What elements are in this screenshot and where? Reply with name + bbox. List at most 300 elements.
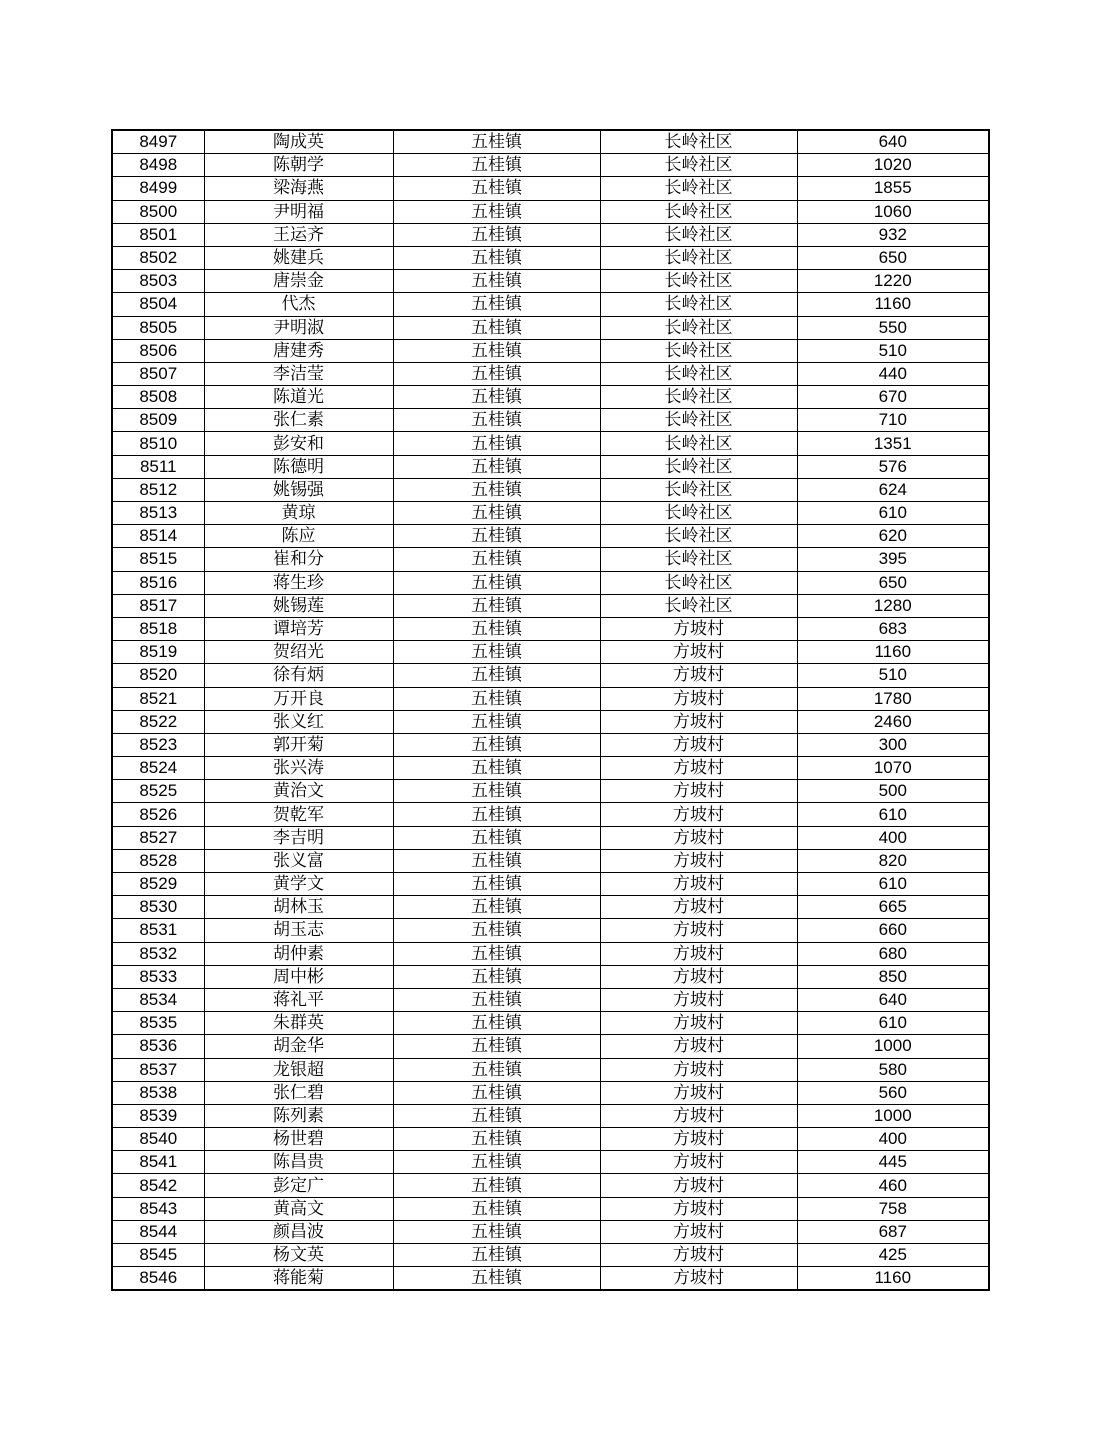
town-cell: 五桂镇	[393, 919, 600, 942]
name-cell: 尹明淑	[204, 316, 393, 339]
row-id-cell: 8540	[112, 1128, 204, 1151]
row-id-cell: 8537	[112, 1058, 204, 1081]
table-row	[112, 849, 989, 872]
town-cell: 五桂镇	[393, 270, 600, 293]
name-cell: 胡金华	[204, 1035, 393, 1058]
town-cell: 五桂镇	[393, 710, 600, 733]
name-cell: 黄学文	[204, 873, 393, 896]
name-cell: 唐建秀	[204, 339, 393, 362]
village-cell: 方坡村	[600, 1128, 797, 1151]
amount-cell: 680	[797, 942, 989, 965]
row-id-cell: 8500	[112, 200, 204, 223]
amount-cell: 610	[797, 1012, 989, 1035]
town-cell: 五桂镇	[393, 1267, 600, 1291]
table-row	[112, 1244, 989, 1267]
row-id-cell: 8515	[112, 548, 204, 571]
row-id-cell: 8502	[112, 246, 204, 269]
name-cell: 张义红	[204, 710, 393, 733]
table-row	[112, 223, 989, 246]
amount-cell: 400	[797, 826, 989, 849]
row-id-cell: 8506	[112, 339, 204, 362]
town-cell: 五桂镇	[393, 200, 600, 223]
town-cell: 五桂镇	[393, 1035, 600, 1058]
village-cell: 长岭社区	[600, 130, 797, 154]
village-cell: 长岭社区	[600, 316, 797, 339]
name-cell: 陈德明	[204, 455, 393, 478]
town-cell: 五桂镇	[393, 757, 600, 780]
town-cell: 五桂镇	[393, 478, 600, 501]
table-row	[112, 965, 989, 988]
town-cell: 五桂镇	[393, 409, 600, 432]
amount-cell: 1220	[797, 270, 989, 293]
village-cell: 方坡村	[600, 1220, 797, 1243]
amount-cell: 1351	[797, 432, 989, 455]
name-cell: 黄治文	[204, 780, 393, 803]
village-cell: 方坡村	[600, 988, 797, 1011]
town-cell: 五桂镇	[393, 1174, 600, 1197]
row-id-cell: 8526	[112, 803, 204, 826]
village-cell: 方坡村	[600, 1151, 797, 1174]
amount-cell: 620	[797, 525, 989, 548]
row-id-cell: 8531	[112, 919, 204, 942]
row-id-cell: 8527	[112, 826, 204, 849]
town-cell: 五桂镇	[393, 942, 600, 965]
row-id-cell: 8534	[112, 988, 204, 1011]
table-row	[112, 1081, 989, 1104]
town-cell: 五桂镇	[393, 849, 600, 872]
name-cell: 蒋礼平	[204, 988, 393, 1011]
name-cell: 龙银超	[204, 1058, 393, 1081]
table-row	[112, 432, 989, 455]
name-cell: 陈列素	[204, 1104, 393, 1127]
name-cell: 陈昌贵	[204, 1151, 393, 1174]
name-cell: 贺绍光	[204, 641, 393, 664]
table-row	[112, 1128, 989, 1151]
row-id-cell: 8499	[112, 177, 204, 200]
town-cell: 五桂镇	[393, 502, 600, 525]
name-cell: 姚锡莲	[204, 594, 393, 617]
town-cell: 五桂镇	[393, 293, 600, 316]
village-cell: 方坡村	[600, 1058, 797, 1081]
row-id-cell: 8528	[112, 849, 204, 872]
amount-cell: 932	[797, 223, 989, 246]
village-cell: 方坡村	[600, 780, 797, 803]
village-cell: 方坡村	[600, 919, 797, 942]
town-cell: 五桂镇	[393, 223, 600, 246]
town-cell: 五桂镇	[393, 525, 600, 548]
name-cell: 周中彬	[204, 965, 393, 988]
row-id-cell: 8521	[112, 687, 204, 710]
amount-cell: 850	[797, 965, 989, 988]
village-cell: 方坡村	[600, 849, 797, 872]
amount-cell: 610	[797, 502, 989, 525]
amount-cell: 670	[797, 386, 989, 409]
village-cell: 方坡村	[600, 873, 797, 896]
row-id-cell: 8513	[112, 502, 204, 525]
table-row	[112, 1220, 989, 1243]
amount-cell: 576	[797, 455, 989, 478]
village-cell: 长岭社区	[600, 246, 797, 269]
amount-cell: 624	[797, 478, 989, 501]
name-cell: 朱群英	[204, 1012, 393, 1035]
row-id-cell: 8503	[112, 270, 204, 293]
row-id-cell: 8539	[112, 1104, 204, 1127]
name-cell: 蒋能菊	[204, 1267, 393, 1291]
row-id-cell: 8498	[112, 154, 204, 177]
row-id-cell: 8522	[112, 710, 204, 733]
town-cell: 五桂镇	[393, 733, 600, 756]
table-row	[112, 826, 989, 849]
name-cell: 陈道光	[204, 386, 393, 409]
table-row	[112, 664, 989, 687]
amount-cell: 1280	[797, 594, 989, 617]
town-cell: 五桂镇	[393, 316, 600, 339]
table-row	[112, 919, 989, 942]
row-id-cell: 8533	[112, 965, 204, 988]
name-cell: 杨世碧	[204, 1128, 393, 1151]
table-row	[112, 386, 989, 409]
town-cell: 五桂镇	[393, 896, 600, 919]
village-cell: 方坡村	[600, 942, 797, 965]
row-id-cell: 8546	[112, 1267, 204, 1291]
amount-cell: 660	[797, 919, 989, 942]
town-cell: 五桂镇	[393, 988, 600, 1011]
name-cell: 李洁莹	[204, 362, 393, 385]
table-row	[112, 571, 989, 594]
row-id-cell: 8514	[112, 525, 204, 548]
table-row	[112, 455, 989, 478]
amount-cell: 510	[797, 664, 989, 687]
data-table	[111, 129, 990, 1291]
row-id-cell: 8501	[112, 223, 204, 246]
village-cell: 方坡村	[600, 757, 797, 780]
table-row	[112, 1151, 989, 1174]
village-cell: 长岭社区	[600, 177, 797, 200]
village-cell: 长岭社区	[600, 432, 797, 455]
name-cell: 胡玉志	[204, 919, 393, 942]
name-cell: 徐有炳	[204, 664, 393, 687]
name-cell: 崔和分	[204, 548, 393, 571]
name-cell: 胡林玉	[204, 896, 393, 919]
amount-cell: 1070	[797, 757, 989, 780]
table-row	[112, 617, 989, 640]
town-cell: 五桂镇	[393, 455, 600, 478]
amount-cell: 300	[797, 733, 989, 756]
row-id-cell: 8510	[112, 432, 204, 455]
village-cell: 长岭社区	[600, 594, 797, 617]
village-cell: 方坡村	[600, 1035, 797, 1058]
name-cell: 张义富	[204, 849, 393, 872]
table-row	[112, 502, 989, 525]
table-row	[112, 803, 989, 826]
row-id-cell: 8520	[112, 664, 204, 687]
table-row	[112, 594, 989, 617]
town-cell: 五桂镇	[393, 687, 600, 710]
table-row	[112, 687, 989, 710]
table-row	[112, 1197, 989, 1220]
table-row	[112, 409, 989, 432]
village-cell: 方坡村	[600, 687, 797, 710]
village-cell: 长岭社区	[600, 571, 797, 594]
amount-cell: 610	[797, 803, 989, 826]
table-row	[112, 270, 989, 293]
amount-cell: 758	[797, 1197, 989, 1220]
amount-cell: 1780	[797, 687, 989, 710]
amount-cell: 640	[797, 988, 989, 1011]
row-id-cell: 8538	[112, 1081, 204, 1104]
amount-cell: 650	[797, 246, 989, 269]
table-row	[112, 200, 989, 223]
row-id-cell: 8519	[112, 641, 204, 664]
town-cell: 五桂镇	[393, 362, 600, 385]
table-row	[112, 316, 989, 339]
town-cell: 五桂镇	[393, 873, 600, 896]
name-cell: 蒋生珍	[204, 571, 393, 594]
amount-cell: 425	[797, 1244, 989, 1267]
table-row	[112, 478, 989, 501]
table-row	[112, 177, 989, 200]
village-cell: 长岭社区	[600, 339, 797, 362]
village-cell: 长岭社区	[600, 455, 797, 478]
row-id-cell: 8543	[112, 1197, 204, 1220]
amount-cell: 510	[797, 339, 989, 362]
town-cell: 五桂镇	[393, 432, 600, 455]
table-row	[112, 710, 989, 733]
village-cell: 长岭社区	[600, 270, 797, 293]
row-id-cell: 8541	[112, 1151, 204, 1174]
name-cell: 黄高文	[204, 1197, 393, 1220]
village-cell: 方坡村	[600, 664, 797, 687]
row-id-cell: 8542	[112, 1174, 204, 1197]
village-cell: 方坡村	[600, 826, 797, 849]
table-row	[112, 525, 989, 548]
town-cell: 五桂镇	[393, 1104, 600, 1127]
name-cell: 贺乾军	[204, 803, 393, 826]
name-cell: 黄琼	[204, 502, 393, 525]
table-row	[112, 757, 989, 780]
town-cell: 五桂镇	[393, 1012, 600, 1035]
name-cell: 万开良	[204, 687, 393, 710]
amount-cell: 500	[797, 780, 989, 803]
town-cell: 五桂镇	[393, 641, 600, 664]
row-id-cell: 8504	[112, 293, 204, 316]
amount-cell: 687	[797, 1220, 989, 1243]
table-row	[112, 293, 989, 316]
row-id-cell: 8516	[112, 571, 204, 594]
amount-cell: 610	[797, 873, 989, 896]
name-cell: 颜昌波	[204, 1220, 393, 1243]
village-cell: 长岭社区	[600, 362, 797, 385]
name-cell: 谭培芳	[204, 617, 393, 640]
row-id-cell: 8524	[112, 757, 204, 780]
row-id-cell: 8518	[112, 617, 204, 640]
row-id-cell: 8544	[112, 1220, 204, 1243]
town-cell: 五桂镇	[393, 1197, 600, 1220]
village-cell: 方坡村	[600, 896, 797, 919]
row-id-cell: 8545	[112, 1244, 204, 1267]
row-id-cell: 8509	[112, 409, 204, 432]
table-row	[112, 1174, 989, 1197]
name-cell: 尹明福	[204, 200, 393, 223]
amount-cell: 1855	[797, 177, 989, 200]
town-cell: 五桂镇	[393, 571, 600, 594]
table-row	[112, 548, 989, 571]
village-cell: 方坡村	[600, 641, 797, 664]
table-row	[112, 641, 989, 664]
name-cell: 梁海燕	[204, 177, 393, 200]
town-cell: 五桂镇	[393, 386, 600, 409]
town-cell: 五桂镇	[393, 1244, 600, 1267]
amount-cell: 1060	[797, 200, 989, 223]
table-row	[112, 130, 989, 154]
table-row	[112, 873, 989, 896]
name-cell: 张仁碧	[204, 1081, 393, 1104]
table-row	[112, 1058, 989, 1081]
row-id-cell: 8505	[112, 316, 204, 339]
amount-cell: 445	[797, 1151, 989, 1174]
amount-cell: 2460	[797, 710, 989, 733]
row-id-cell: 8532	[112, 942, 204, 965]
table-row	[112, 733, 989, 756]
name-cell: 张兴涛	[204, 757, 393, 780]
village-cell: 方坡村	[600, 1104, 797, 1127]
town-cell: 五桂镇	[393, 177, 600, 200]
town-cell: 五桂镇	[393, 664, 600, 687]
amount-cell: 440	[797, 362, 989, 385]
village-cell: 方坡村	[600, 733, 797, 756]
row-id-cell: 8529	[112, 873, 204, 896]
table-row	[112, 246, 989, 269]
village-cell: 长岭社区	[600, 223, 797, 246]
name-cell: 姚锡强	[204, 478, 393, 501]
name-cell: 代杰	[204, 293, 393, 316]
row-id-cell: 8497	[112, 130, 204, 154]
village-cell: 长岭社区	[600, 525, 797, 548]
town-cell: 五桂镇	[393, 826, 600, 849]
table-row	[112, 1104, 989, 1127]
name-cell: 郭开菊	[204, 733, 393, 756]
row-id-cell: 8525	[112, 780, 204, 803]
name-cell: 陈应	[204, 525, 393, 548]
row-id-cell: 8517	[112, 594, 204, 617]
town-cell: 五桂镇	[393, 130, 600, 154]
table-row	[112, 339, 989, 362]
village-cell: 方坡村	[600, 803, 797, 826]
name-cell: 彭定广	[204, 1174, 393, 1197]
row-id-cell: 8530	[112, 896, 204, 919]
table-body	[112, 130, 989, 1290]
table-row	[112, 1267, 989, 1291]
table-row	[112, 362, 989, 385]
town-cell: 五桂镇	[393, 246, 600, 269]
town-cell: 五桂镇	[393, 1058, 600, 1081]
town-cell: 五桂镇	[393, 617, 600, 640]
village-cell: 长岭社区	[600, 293, 797, 316]
village-cell: 长岭社区	[600, 478, 797, 501]
table-row	[112, 942, 989, 965]
table-row	[112, 1012, 989, 1035]
amount-cell: 665	[797, 896, 989, 919]
row-id-cell: 8507	[112, 362, 204, 385]
amount-cell: 560	[797, 1081, 989, 1104]
amount-cell: 580	[797, 1058, 989, 1081]
town-cell: 五桂镇	[393, 1151, 600, 1174]
amount-cell: 460	[797, 1174, 989, 1197]
name-cell: 彭安和	[204, 432, 393, 455]
town-cell: 五桂镇	[393, 803, 600, 826]
row-id-cell: 8512	[112, 478, 204, 501]
amount-cell: 650	[797, 571, 989, 594]
town-cell: 五桂镇	[393, 594, 600, 617]
table-row	[112, 154, 989, 177]
amount-cell: 400	[797, 1128, 989, 1151]
row-id-cell: 8523	[112, 733, 204, 756]
village-cell: 方坡村	[600, 1244, 797, 1267]
village-cell: 长岭社区	[600, 502, 797, 525]
table-row	[112, 1035, 989, 1058]
amount-cell: 550	[797, 316, 989, 339]
amount-cell: 1020	[797, 154, 989, 177]
table-row	[112, 780, 989, 803]
name-cell: 王运齐	[204, 223, 393, 246]
name-cell: 张仁素	[204, 409, 393, 432]
village-cell: 长岭社区	[600, 154, 797, 177]
amount-cell: 395	[797, 548, 989, 571]
village-cell: 方坡村	[600, 1081, 797, 1104]
town-cell: 五桂镇	[393, 1081, 600, 1104]
village-cell: 方坡村	[600, 965, 797, 988]
village-cell: 方坡村	[600, 617, 797, 640]
name-cell: 李吉明	[204, 826, 393, 849]
name-cell: 陶成英	[204, 130, 393, 154]
name-cell: 陈朝学	[204, 154, 393, 177]
name-cell: 杨文英	[204, 1244, 393, 1267]
town-cell: 五桂镇	[393, 1128, 600, 1151]
amount-cell: 1160	[797, 293, 989, 316]
village-cell: 方坡村	[600, 1174, 797, 1197]
village-cell: 长岭社区	[600, 200, 797, 223]
village-cell: 方坡村	[600, 1012, 797, 1035]
name-cell: 姚建兵	[204, 246, 393, 269]
town-cell: 五桂镇	[393, 154, 600, 177]
village-cell: 方坡村	[600, 1197, 797, 1220]
town-cell: 五桂镇	[393, 548, 600, 571]
row-id-cell: 8511	[112, 455, 204, 478]
village-cell: 方坡村	[600, 1267, 797, 1291]
amount-cell: 1000	[797, 1035, 989, 1058]
amount-cell: 1160	[797, 641, 989, 664]
amount-cell: 820	[797, 849, 989, 872]
row-id-cell: 8508	[112, 386, 204, 409]
village-cell: 长岭社区	[600, 409, 797, 432]
amount-cell: 1160	[797, 1267, 989, 1291]
town-cell: 五桂镇	[393, 965, 600, 988]
town-cell: 五桂镇	[393, 1220, 600, 1243]
amount-cell: 710	[797, 409, 989, 432]
town-cell: 五桂镇	[393, 339, 600, 362]
amount-cell: 683	[797, 617, 989, 640]
name-cell: 唐崇金	[204, 270, 393, 293]
table-row	[112, 988, 989, 1011]
village-cell: 长岭社区	[600, 386, 797, 409]
row-id-cell: 8536	[112, 1035, 204, 1058]
town-cell: 五桂镇	[393, 780, 600, 803]
table-row	[112, 896, 989, 919]
row-id-cell: 8535	[112, 1012, 204, 1035]
amount-cell: 1000	[797, 1104, 989, 1127]
village-cell: 方坡村	[600, 710, 797, 733]
name-cell: 胡仲素	[204, 942, 393, 965]
